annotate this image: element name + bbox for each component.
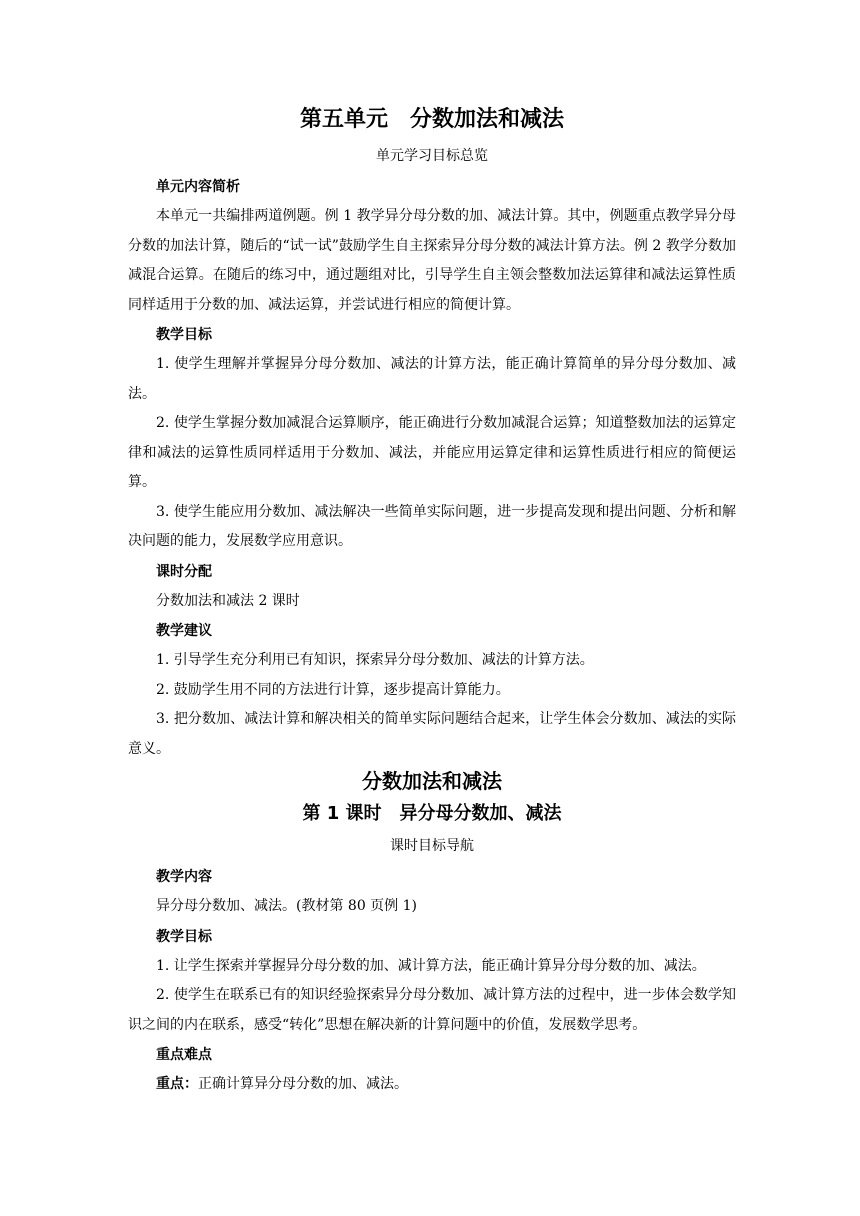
lesson-content-label: 教学内容: [156, 869, 212, 885]
lesson-goal-1: 1. 让学生探索并掌握异分母分数的加、减计算方法，能正确计算异分母分数的加、减法。: [156, 957, 706, 974]
unit-advice-label: 教学建议: [156, 623, 212, 639]
unit-overview-title: 单元学习目标总览: [376, 148, 488, 164]
unit-goals-label: 教学目标: [156, 327, 212, 343]
unit-hours-text: 分数加法和减法 2 课时: [156, 592, 300, 609]
unit-title: 第五单元 分数加法和减法: [299, 107, 564, 132]
lesson-goal-2: 2. 使学生在联系已有的知识经验探索异分母分数加、减计算方法的过程中，进一步体会数学知识之间的内在联系，感受“转化”思想在解决新的计算问题中的价值，发展数学思考。: [128, 987, 736, 1033]
unit-advice-3: 3. 把分数加、减法计算和解决相关的简单实际问题结合起来，让学生体会分数加、减法的实际意义。: [128, 711, 736, 757]
unit-hours-label: 课时分配: [156, 563, 212, 580]
lesson-key-text: 正确计算异分母分数的加、减法。: [198, 1076, 408, 1092]
lesson-content-text: 异分母分数加、减法。(教材第 80 页例 1): [156, 898, 417, 914]
lesson-section-title: 分数加法和减法: [362, 769, 502, 793]
unit-content-text: 本单元一共编排两道例题。例 1 教学异分母分数的加、减法计算。其中，例题重点教学异分母分数的加法计算，随后的“试一试”鼓励学生自主探索异分母分数的减法计算方法。例 2 教学分数加减混合运算。在随后的练习中，通过题组对比，引导学生自主领会整数加法运算律和减法运算性质同样适用于分数的加、减法运算，并尝试进行相应的简便计算。: [128, 208, 736, 313]
unit-advice-1: 1. 引导学生充分利用已有知识，探索异分母分数加、减法的计算方法。: [156, 652, 594, 668]
unit-content-label: 单元内容简析: [156, 179, 240, 195]
unit-goal-2: 2. 使学生掌握分数加减混合运算顺序，能正确进行分数加减混合运算；知道整数加法的运算定律和减法的运算性质同样适用于分数加、减法，并能应用运算定律和运算性质进行相应的简便运算。: [128, 415, 736, 490]
lesson-title: 第 1 课时 异分母分数加、减法: [302, 803, 562, 824]
lesson-goals-label: 教学目标: [156, 928, 212, 945]
unit-advice-2: 2. 鼓励学生用不同的方法进行计算，逐步提高计算能力。: [156, 681, 510, 698]
lesson-key-line: [128, 1070, 736, 1100]
lesson-key-label: 重点难点: [156, 1047, 212, 1063]
unit-goal-3: 3. 使学生能应用分数加、减法解决一些简单实际问题，进一步提高发现和提出问题、分析和解决问题的能力，发展数学应用意识。: [128, 503, 736, 549]
unit-goal-1: 1. 使学生理解并掌握异分母分数加、减法的计算方法，能正确计算简单的异分母分数加、减法。: [128, 356, 736, 402]
lesson-key-prefix: 重点：: [156, 1076, 198, 1092]
page-content: [128, 100, 736, 1100]
lesson-nav-title: 课时目标导航: [390, 838, 474, 854]
